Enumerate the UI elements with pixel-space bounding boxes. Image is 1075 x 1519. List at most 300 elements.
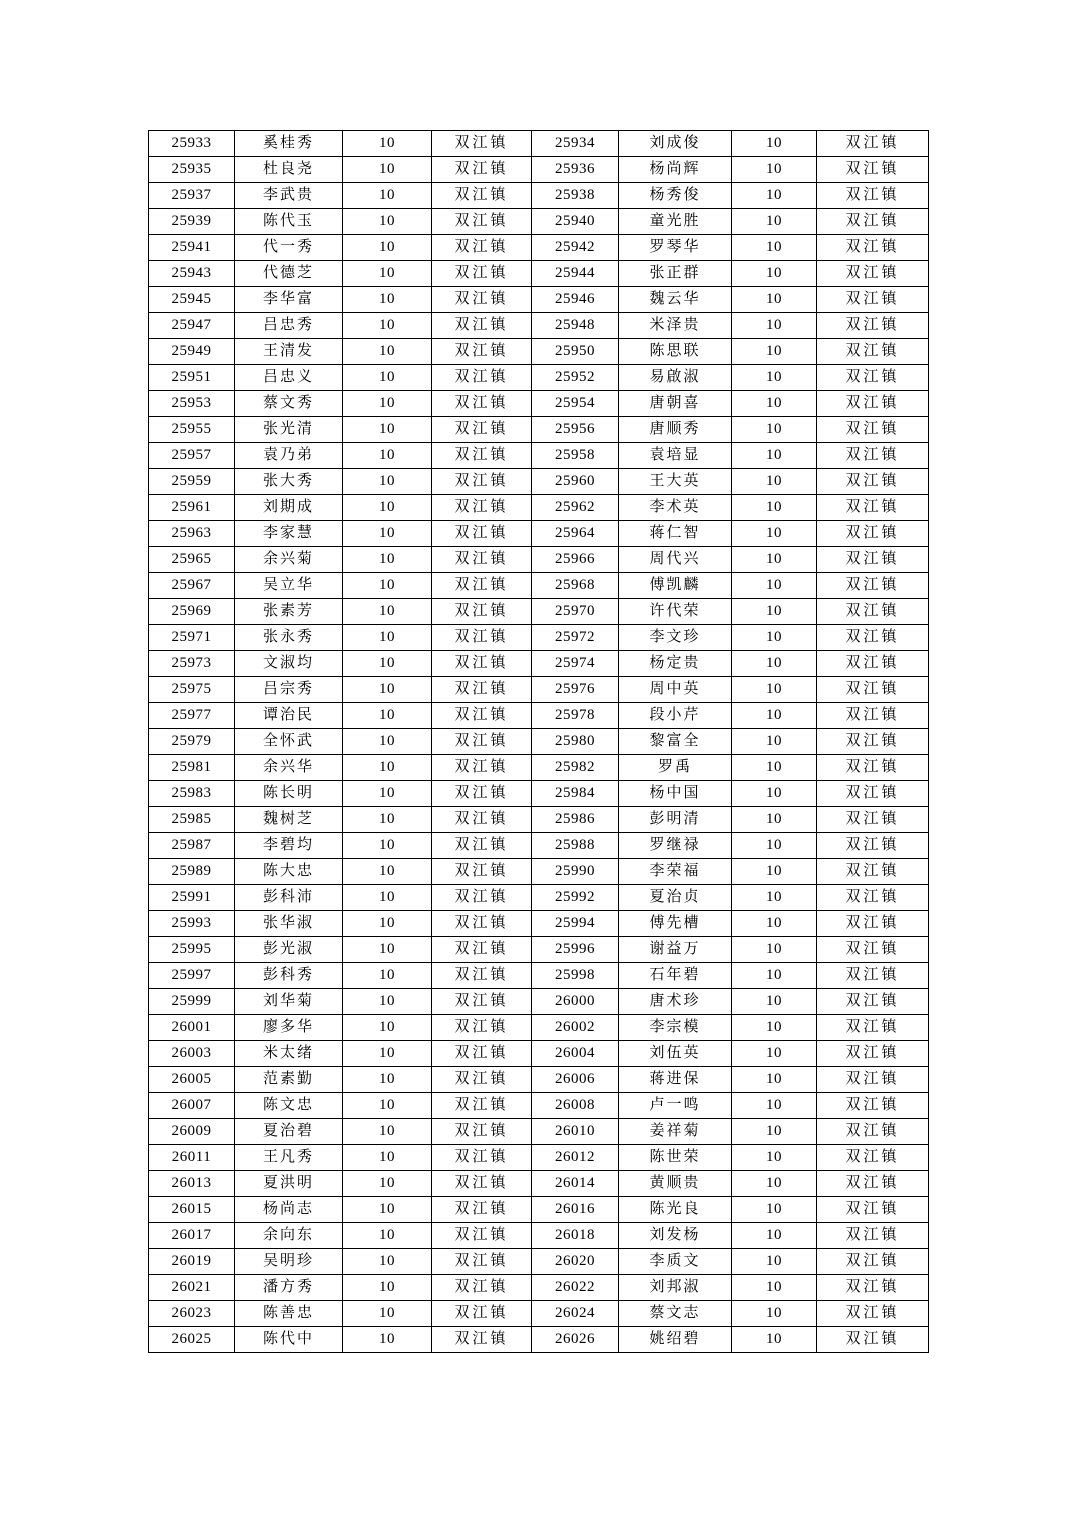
cell-town: 双江镇 [817, 651, 929, 677]
cell-score: 10 [343, 937, 432, 963]
cell-id: 25996 [532, 937, 619, 963]
cell-name: 李质文 [619, 1249, 732, 1275]
cell-town: 双江镇 [817, 261, 929, 287]
cell-score: 10 [343, 859, 432, 885]
cell-score: 10 [732, 1041, 817, 1067]
cell-name: 刘发杨 [619, 1223, 732, 1249]
cell-town: 双江镇 [817, 1301, 929, 1327]
cell-score: 10 [343, 1067, 432, 1093]
cell-id: 26014 [532, 1171, 619, 1197]
cell-score: 10 [732, 157, 817, 183]
cell-name: 李武贵 [235, 183, 343, 209]
cell-score: 10 [732, 1327, 817, 1353]
cell-id: 26021 [149, 1275, 235, 1301]
table-row [149, 313, 929, 339]
cell-name: 卢一鸣 [619, 1093, 732, 1119]
cell-town: 双江镇 [432, 183, 532, 209]
cell-score: 10 [343, 1275, 432, 1301]
cell-town: 双江镇 [817, 963, 929, 989]
cell-score: 10 [343, 391, 432, 417]
cell-score: 10 [732, 235, 817, 261]
cell-id: 25968 [532, 573, 619, 599]
cell-score: 10 [732, 963, 817, 989]
cell-town: 双江镇 [817, 417, 929, 443]
table-row [149, 235, 929, 261]
cell-id: 26001 [149, 1015, 235, 1041]
cell-id: 25951 [149, 365, 235, 391]
cell-score: 10 [732, 599, 817, 625]
cell-name: 罗琴华 [619, 235, 732, 261]
cell-score: 10 [343, 287, 432, 313]
cell-town: 双江镇 [432, 1301, 532, 1327]
table-row [149, 833, 929, 859]
cell-id: 25950 [532, 339, 619, 365]
cell-name: 陈长明 [235, 781, 343, 807]
cell-town: 双江镇 [817, 469, 929, 495]
cell-id: 26012 [532, 1145, 619, 1171]
cell-score: 10 [732, 677, 817, 703]
cell-town: 双江镇 [432, 807, 532, 833]
cell-id: 26025 [149, 1327, 235, 1353]
table-row [149, 963, 929, 989]
cell-score: 10 [732, 911, 817, 937]
cell-score: 10 [343, 651, 432, 677]
cell-name: 傅先槽 [619, 911, 732, 937]
cell-score: 10 [732, 1145, 817, 1171]
cell-name: 刘伍英 [619, 1041, 732, 1067]
cell-score: 10 [343, 1327, 432, 1353]
cell-town: 双江镇 [432, 885, 532, 911]
cell-id: 25985 [149, 807, 235, 833]
cell-town: 双江镇 [817, 521, 929, 547]
cell-town: 双江镇 [432, 495, 532, 521]
cell-name: 谭治民 [235, 703, 343, 729]
cell-town: 双江镇 [817, 183, 929, 209]
cell-name: 潘方秀 [235, 1275, 343, 1301]
cell-id: 25980 [532, 729, 619, 755]
cell-id: 25981 [149, 755, 235, 781]
cell-name: 奚桂秀 [235, 131, 343, 157]
cell-score: 10 [732, 755, 817, 781]
cell-town: 双江镇 [432, 1171, 532, 1197]
cell-score: 10 [732, 261, 817, 287]
table-row [149, 1145, 929, 1171]
cell-score: 10 [343, 1197, 432, 1223]
cell-town: 双江镇 [817, 1249, 929, 1275]
cell-town: 双江镇 [817, 1327, 929, 1353]
cell-score: 10 [343, 157, 432, 183]
table-row [149, 703, 929, 729]
cell-town: 双江镇 [432, 651, 532, 677]
cell-id: 26009 [149, 1119, 235, 1145]
cell-town: 双江镇 [432, 1327, 532, 1353]
cell-score: 10 [343, 443, 432, 469]
cell-town: 双江镇 [432, 209, 532, 235]
cell-id: 26000 [532, 989, 619, 1015]
cell-id: 25945 [149, 287, 235, 313]
cell-id: 26026 [532, 1327, 619, 1353]
cell-id: 25987 [149, 833, 235, 859]
cell-score: 10 [343, 521, 432, 547]
cell-id: 26005 [149, 1067, 235, 1093]
cell-id: 25975 [149, 677, 235, 703]
cell-name: 段小芹 [619, 703, 732, 729]
cell-score: 10 [343, 1171, 432, 1197]
cell-name: 陈大忠 [235, 859, 343, 885]
cell-name: 陈善忠 [235, 1301, 343, 1327]
cell-name: 谢益万 [619, 937, 732, 963]
cell-score: 10 [343, 833, 432, 859]
cell-score: 10 [732, 443, 817, 469]
cell-id: 25965 [149, 547, 235, 573]
cell-name: 李术英 [619, 495, 732, 521]
cell-score: 10 [732, 1015, 817, 1041]
table-row [149, 443, 929, 469]
cell-name: 周中英 [619, 677, 732, 703]
table-row [149, 521, 929, 547]
cell-id: 25974 [532, 651, 619, 677]
cell-town: 双江镇 [432, 261, 532, 287]
cell-score: 10 [732, 547, 817, 573]
cell-score: 10 [343, 209, 432, 235]
cell-score: 10 [343, 963, 432, 989]
table-row [149, 209, 929, 235]
table-row [149, 547, 929, 573]
cell-name: 代德芝 [235, 261, 343, 287]
cell-id: 26010 [532, 1119, 619, 1145]
cell-town: 双江镇 [817, 365, 929, 391]
cell-id: 26018 [532, 1223, 619, 1249]
cell-score: 10 [732, 625, 817, 651]
cell-id: 26019 [149, 1249, 235, 1275]
table-row [149, 1301, 929, 1327]
table-row [149, 807, 929, 833]
cell-id: 25956 [532, 417, 619, 443]
cell-id: 25970 [532, 599, 619, 625]
cell-town: 双江镇 [432, 625, 532, 651]
cell-id: 26015 [149, 1197, 235, 1223]
cell-name: 王凡秀 [235, 1145, 343, 1171]
table-row [149, 1249, 929, 1275]
cell-score: 10 [343, 1223, 432, 1249]
cell-town: 双江镇 [432, 547, 532, 573]
cell-id: 26022 [532, 1275, 619, 1301]
cell-name: 蔡文秀 [235, 391, 343, 417]
table-row [149, 1093, 929, 1119]
cell-score: 10 [343, 1249, 432, 1275]
cell-score: 10 [343, 1301, 432, 1327]
cell-score: 10 [343, 131, 432, 157]
cell-score: 10 [732, 1223, 817, 1249]
cell-score: 10 [343, 1119, 432, 1145]
cell-id: 25949 [149, 339, 235, 365]
cell-town: 双江镇 [432, 469, 532, 495]
cell-score: 10 [732, 651, 817, 677]
cell-town: 双江镇 [817, 729, 929, 755]
cell-score: 10 [343, 599, 432, 625]
cell-name: 米太绪 [235, 1041, 343, 1067]
cell-name: 唐朝喜 [619, 391, 732, 417]
table-row [149, 1197, 929, 1223]
cell-town: 双江镇 [432, 391, 532, 417]
cell-name: 蒋仁智 [619, 521, 732, 547]
cell-town: 双江镇 [432, 599, 532, 625]
cell-id: 26024 [532, 1301, 619, 1327]
cell-town: 双江镇 [817, 755, 929, 781]
cell-id: 25934 [532, 131, 619, 157]
cell-id: 25962 [532, 495, 619, 521]
table-row [149, 391, 929, 417]
cell-score: 10 [343, 235, 432, 261]
table-row [149, 157, 929, 183]
cell-id: 26017 [149, 1223, 235, 1249]
cell-name: 黄顺贵 [619, 1171, 732, 1197]
cell-name: 陈思联 [619, 339, 732, 365]
cell-id: 26020 [532, 1249, 619, 1275]
cell-id: 25933 [149, 131, 235, 157]
cell-town: 双江镇 [432, 1119, 532, 1145]
cell-score: 10 [343, 1093, 432, 1119]
cell-score: 10 [732, 833, 817, 859]
cell-town: 双江镇 [432, 131, 532, 157]
cell-name: 彭光淑 [235, 937, 343, 963]
cell-name: 魏云华 [619, 287, 732, 313]
cell-id: 25988 [532, 833, 619, 859]
cell-score: 10 [343, 183, 432, 209]
cell-score: 10 [343, 1015, 432, 1041]
cell-town: 双江镇 [432, 703, 532, 729]
cell-id: 26007 [149, 1093, 235, 1119]
cell-town: 双江镇 [817, 235, 929, 261]
cell-id: 25938 [532, 183, 619, 209]
cell-name: 王清发 [235, 339, 343, 365]
cell-score: 10 [732, 729, 817, 755]
cell-town: 双江镇 [432, 1197, 532, 1223]
cell-town: 双江镇 [432, 157, 532, 183]
cell-id: 25952 [532, 365, 619, 391]
cell-name: 张正群 [619, 261, 732, 287]
cell-name: 彭明清 [619, 807, 732, 833]
table-row [149, 469, 929, 495]
cell-name: 罗禹 [619, 755, 732, 781]
cell-town: 双江镇 [817, 911, 929, 937]
cell-town: 双江镇 [817, 1067, 929, 1093]
cell-score: 10 [732, 573, 817, 599]
cell-town: 双江镇 [432, 287, 532, 313]
cell-id: 26011 [149, 1145, 235, 1171]
cell-town: 双江镇 [432, 417, 532, 443]
cell-town: 双江镇 [817, 573, 929, 599]
cell-town: 双江镇 [817, 157, 929, 183]
cell-town: 双江镇 [817, 1041, 929, 1067]
cell-score: 10 [732, 495, 817, 521]
cell-town: 双江镇 [817, 703, 929, 729]
cell-name: 杨尚志 [235, 1197, 343, 1223]
cell-name: 夏治贞 [619, 885, 732, 911]
cell-town: 双江镇 [432, 963, 532, 989]
cell-score: 10 [732, 183, 817, 209]
cell-name: 余兴华 [235, 755, 343, 781]
cell-id: 25993 [149, 911, 235, 937]
cell-id: 25971 [149, 625, 235, 651]
cell-score: 10 [343, 469, 432, 495]
cell-id: 25942 [532, 235, 619, 261]
cell-score: 10 [732, 209, 817, 235]
cell-name: 傅凯麟 [619, 573, 732, 599]
cell-town: 双江镇 [432, 235, 532, 261]
cell-id: 25936 [532, 157, 619, 183]
cell-name: 杜良尧 [235, 157, 343, 183]
cell-score: 10 [343, 729, 432, 755]
cell-name: 唐术珍 [619, 989, 732, 1015]
cell-town: 双江镇 [432, 313, 532, 339]
table-row [149, 261, 929, 287]
cell-town: 双江镇 [817, 1197, 929, 1223]
cell-id: 26002 [532, 1015, 619, 1041]
cell-name: 童光胜 [619, 209, 732, 235]
table-row [149, 131, 929, 157]
cell-town: 双江镇 [817, 1275, 929, 1301]
table-row [149, 495, 929, 521]
cell-name: 代一秀 [235, 235, 343, 261]
cell-name: 夏洪明 [235, 1171, 343, 1197]
cell-id: 26006 [532, 1067, 619, 1093]
cell-id: 25977 [149, 703, 235, 729]
cell-town: 双江镇 [817, 677, 929, 703]
cell-score: 10 [343, 885, 432, 911]
cell-name: 李宗模 [619, 1015, 732, 1041]
cell-name: 李荣福 [619, 859, 732, 885]
cell-name: 李碧均 [235, 833, 343, 859]
table-row [149, 781, 929, 807]
cell-name: 杨尚辉 [619, 157, 732, 183]
table-row [149, 755, 929, 781]
cell-score: 10 [343, 495, 432, 521]
cell-town: 双江镇 [432, 1275, 532, 1301]
cell-town: 双江镇 [432, 1249, 532, 1275]
cell-town: 双江镇 [817, 989, 929, 1015]
cell-town: 双江镇 [817, 1015, 929, 1041]
cell-town: 双江镇 [432, 1041, 532, 1067]
cell-name: 吕宗秀 [235, 677, 343, 703]
cell-name: 刘邦淑 [619, 1275, 732, 1301]
cell-name: 周代兴 [619, 547, 732, 573]
cell-id: 25946 [532, 287, 619, 313]
cell-id: 25991 [149, 885, 235, 911]
cell-score: 10 [732, 1171, 817, 1197]
cell-name: 杨定贵 [619, 651, 732, 677]
cell-id: 25961 [149, 495, 235, 521]
cell-town: 双江镇 [817, 807, 929, 833]
cell-name: 全怀武 [235, 729, 343, 755]
cell-id: 26003 [149, 1041, 235, 1067]
roster-table [148, 130, 929, 1353]
cell-score: 10 [732, 1275, 817, 1301]
cell-town: 双江镇 [817, 1145, 929, 1171]
cell-name: 陈文忠 [235, 1093, 343, 1119]
cell-name: 袁乃弟 [235, 443, 343, 469]
cell-town: 双江镇 [817, 547, 929, 573]
cell-id: 25967 [149, 573, 235, 599]
cell-town: 双江镇 [432, 781, 532, 807]
cell-name: 张华淑 [235, 911, 343, 937]
cell-name: 吴立华 [235, 573, 343, 599]
cell-score: 10 [732, 1249, 817, 1275]
cell-name: 罗继禄 [619, 833, 732, 859]
cell-town: 双江镇 [817, 833, 929, 859]
cell-score: 10 [732, 1301, 817, 1327]
cell-id: 26016 [532, 1197, 619, 1223]
cell-name: 易啟淑 [619, 365, 732, 391]
cell-name: 张素芳 [235, 599, 343, 625]
cell-town: 双江镇 [817, 443, 929, 469]
cell-name: 蒋进保 [619, 1067, 732, 1093]
cell-name: 吕忠义 [235, 365, 343, 391]
cell-name: 刘华菊 [235, 989, 343, 1015]
cell-name: 魏树芝 [235, 807, 343, 833]
cell-id: 25948 [532, 313, 619, 339]
cell-id: 25986 [532, 807, 619, 833]
cell-town: 双江镇 [432, 677, 532, 703]
cell-score: 10 [343, 625, 432, 651]
table-row [149, 911, 929, 937]
cell-score: 10 [732, 287, 817, 313]
cell-name: 米泽贵 [619, 313, 732, 339]
cell-id: 25999 [149, 989, 235, 1015]
cell-score: 10 [732, 131, 817, 157]
cell-score: 10 [732, 859, 817, 885]
cell-name: 文淑均 [235, 651, 343, 677]
cell-town: 双江镇 [432, 859, 532, 885]
cell-town: 双江镇 [432, 989, 532, 1015]
cell-town: 双江镇 [432, 365, 532, 391]
cell-town: 双江镇 [817, 1119, 929, 1145]
cell-score: 10 [732, 1197, 817, 1223]
cell-score: 10 [343, 755, 432, 781]
cell-name: 黎富全 [619, 729, 732, 755]
cell-score: 10 [732, 365, 817, 391]
cell-score: 10 [343, 573, 432, 599]
cell-town: 双江镇 [432, 1145, 532, 1171]
cell-id: 25954 [532, 391, 619, 417]
table-row [149, 417, 929, 443]
cell-score: 10 [343, 781, 432, 807]
cell-name: 廖多华 [235, 1015, 343, 1041]
cell-score: 10 [343, 1145, 432, 1171]
cell-name: 陈代玉 [235, 209, 343, 235]
cell-town: 双江镇 [432, 729, 532, 755]
cell-id: 25998 [532, 963, 619, 989]
cell-id: 25937 [149, 183, 235, 209]
cell-id: 25978 [532, 703, 619, 729]
cell-name: 杨秀俊 [619, 183, 732, 209]
cell-id: 25979 [149, 729, 235, 755]
cell-town: 双江镇 [432, 443, 532, 469]
cell-name: 陈代中 [235, 1327, 343, 1353]
cell-town: 双江镇 [817, 599, 929, 625]
cell-name: 彭科沛 [235, 885, 343, 911]
cell-name: 王大英 [619, 469, 732, 495]
cell-name: 许代荣 [619, 599, 732, 625]
table-row [149, 677, 929, 703]
cell-score: 10 [732, 885, 817, 911]
table-row [149, 1119, 929, 1145]
cell-score: 10 [343, 807, 432, 833]
cell-score: 10 [732, 989, 817, 1015]
roster-table-body [149, 131, 929, 1353]
cell-id: 25983 [149, 781, 235, 807]
cell-town: 双江镇 [817, 131, 929, 157]
